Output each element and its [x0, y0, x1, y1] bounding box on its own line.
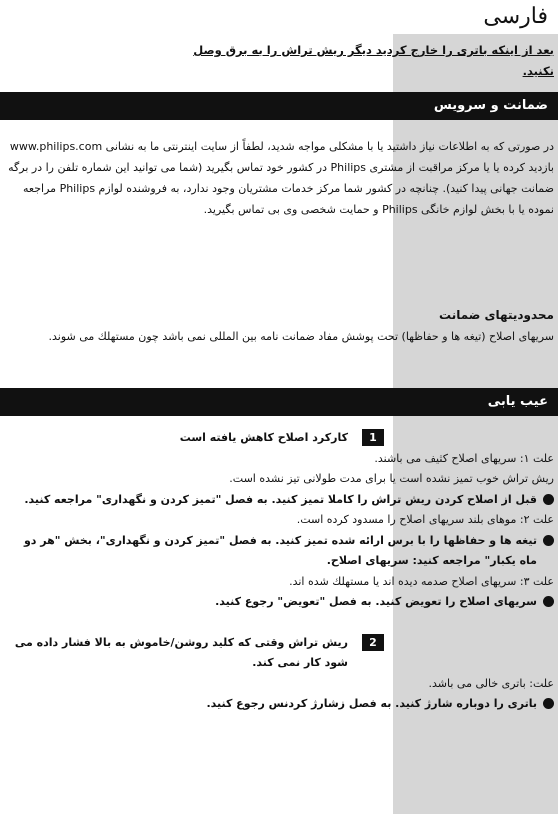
language-label: فارسی	[388, 0, 548, 34]
warning-note: بعد از اینکه باتری را خارج کردید دیگر ریش تراش را به برق وصل نکنید.	[193, 43, 554, 78]
problem-heading	[4, 633, 554, 674]
problem-heading-text: کارکرد اصلاح کاهش یافته است	[179, 431, 348, 444]
bullet-icon	[543, 698, 554, 709]
bullet-icon	[543, 494, 554, 505]
solution-item	[4, 531, 554, 572]
section-title-troubleshooting: عیب یابی	[487, 394, 548, 409]
solution-text: باتری را دوباره شارژ کنید. به فصل زشارژ کردنس رجوع کنید.	[206, 697, 537, 710]
section-title-guarantee: ضمانت و سرویس	[433, 98, 548, 113]
cause-line: علت ۳: سریهای اصلاح صدمه دیده اند یا مستهلك شده اند.	[289, 574, 554, 588]
solution-item	[4, 592, 554, 613]
restrictions-title: محدودیتهای ضمانت	[439, 308, 554, 322]
bullet-icon	[543, 535, 554, 546]
cause-line: علت ۲: موهای بلند سریهای اصلاح را مسدود کرده است.	[296, 513, 554, 526]
solution-text: قبل از اصلاح کردن ریش تراش را کاملا تمیز کنید. به فصل "تمیز کردن و نگهداری" مراجعه کنید.	[24, 492, 537, 506]
cause-line: ریش تراش خوب تمیز نشده است یا برای مدت طولانی تیز نشده است.	[229, 472, 554, 485]
guarantee-paragraph: در صورتی که به اطلاعات نیاز داشتید یا با مشکلی مواجه شدید، لطفاً از سایت اینترنتی ما به نشانی www.philips.com بازدید کرده یا یا مرکز مراقبت از مشتری Philips در کشور خود تماس بگیرید (شما می توانید این شماره تلفن را در برگه ضمانت جهانی پیدا کنید). چنانچه در کشور شما مرکز خدمات مشتریان وجود ندارد، به فروشنده لوازم Philips مراجعه نموده یا با بخش لوازم خانگی Philips و حمایت شخصی وی بی تماس بگیرید.	[8, 140, 554, 216]
cause-line: علت: باتری خالی می باشد.	[428, 676, 554, 690]
section-bar-troubleshooting	[0, 388, 558, 416]
bullet-icon	[543, 596, 554, 607]
problem-heading-text: ریش تراش وقتی که کلید روشن/خاموش به بالا فشار داده می شود کار نمی کند.	[14, 635, 348, 669]
solution-text: تیغه ها و حفاظها را با برس ارائه شده تمیز کنید. به فصل "تمیز کردن و نگهداری"، بخش "هر دو ماه یکبار" مراجعه کنید: سریهای اصلاح.	[23, 533, 537, 567]
problem-number-badge: 2	[362, 634, 384, 651]
problem-number-badge: 1	[362, 429, 384, 446]
troubleshooting-list	[4, 428, 554, 715]
cause-line: علت ۱: سریهای اصلاح كثیف می باشند.	[374, 451, 554, 465]
spacer	[4, 613, 554, 633]
restrictions-text: سریهای اصلاح (تیغه ها و حفاظها) تحت پوشش مفاد ضمانت نامه بین المللی نمی باشد چون مستهلك می شوند.	[48, 330, 554, 343]
section-bar-guarantee	[0, 92, 558, 120]
solution-text: سریهای اصلاح را تعویض کنید. به فصل "تعویض" رجوع کنید.	[215, 595, 537, 608]
problem-heading	[4, 428, 554, 449]
solution-item	[4, 694, 554, 715]
solution-item	[4, 490, 554, 511]
